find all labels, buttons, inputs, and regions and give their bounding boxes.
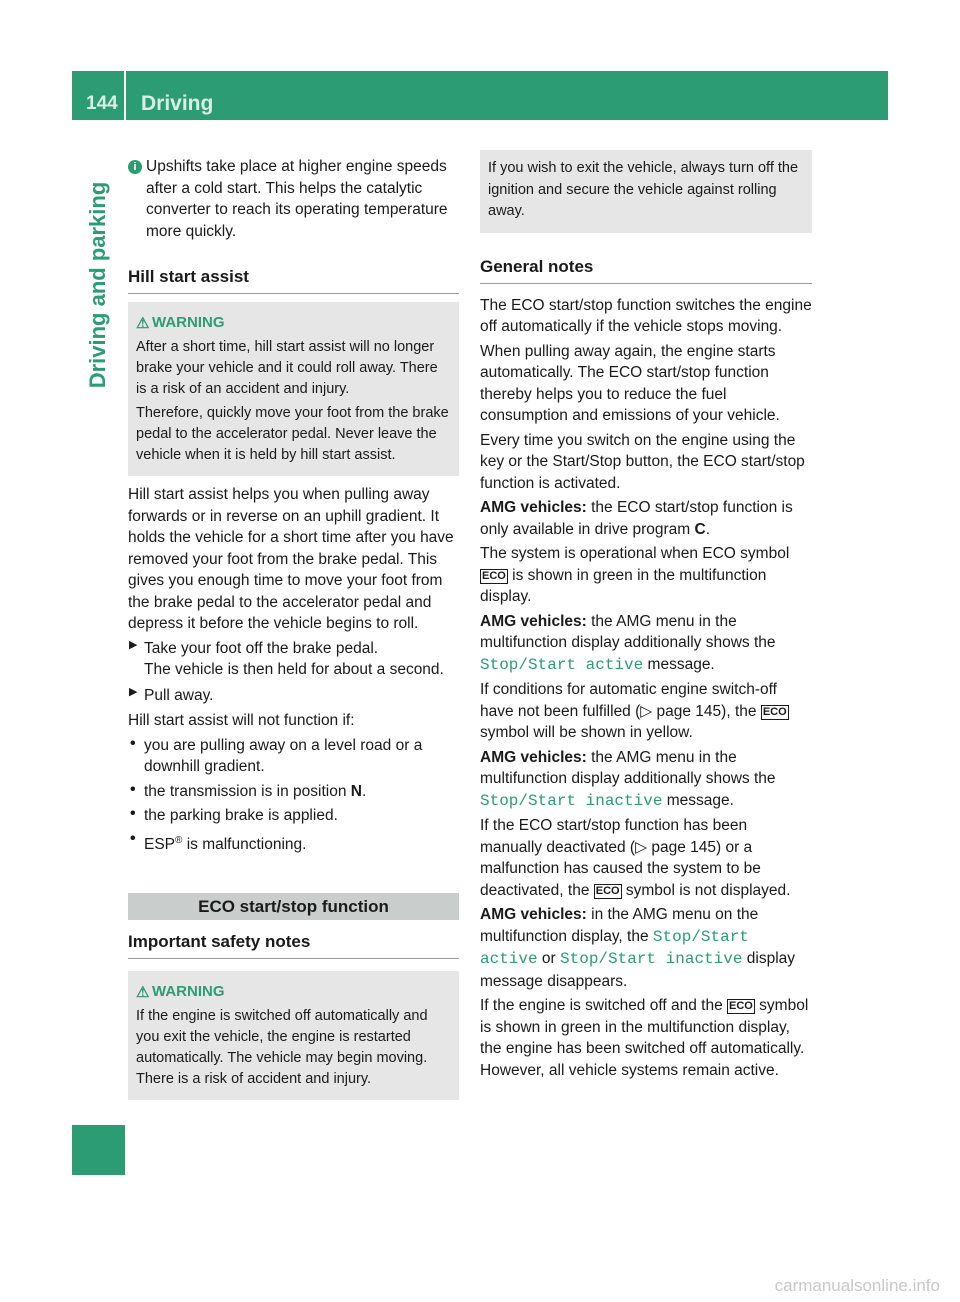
paragraph-part: symbol is not displayed.	[621, 881, 791, 899]
paragraph-part: the AMG menu in the multifunction display additionally shows the	[480, 748, 776, 787]
warning-triangle-icon: ⚠	[136, 984, 150, 1002]
paragraph-part: symbol will be shown in yellow.	[480, 724, 693, 741]
warning-title	[136, 314, 451, 331]
position-label: N	[350, 782, 362, 800]
paragraph-part: display message disappears.	[480, 950, 796, 990]
warning-box-eco	[128, 971, 459, 1100]
warning-title-text: WARNING	[152, 314, 225, 331]
paragraph-part: If the engine is switched off and the	[480, 997, 728, 1014]
paragraph-part: the ECO start/stop function is only available in drive program	[480, 499, 793, 538]
hill-start-heading: Hill start assist	[128, 267, 459, 294]
paragraph	[480, 543, 812, 608]
list-item	[128, 805, 459, 827]
display-message: Stop/Start inactive	[480, 791, 663, 810]
page-ref-arrow-icon: ▷	[635, 838, 652, 856]
display-message: Stop/Start active	[480, 655, 644, 674]
amg-label: AMG vehicles:	[480, 906, 587, 923]
general-notes-heading: General notes	[480, 257, 812, 284]
drive-program-label: C	[694, 520, 706, 538]
not-function-intro: Hill start assist will not function if:	[128, 712, 355, 729]
step-result: The vehicle is then held for about a second.	[144, 661, 444, 678]
header-divider	[124, 71, 126, 120]
paragraph-part: message.	[643, 655, 715, 673]
paragraph-part: or	[537, 950, 561, 967]
list-item-text	[144, 781, 459, 803]
paragraph-part: the AMG menu in the multifunction display additionally shows the	[480, 612, 776, 651]
list-item-text-part: is malfunctioning.	[182, 835, 307, 853]
paragraph	[480, 497, 812, 540]
list-item-text-part: ESP	[144, 835, 176, 853]
step-text: Take your foot off the brake pedal.	[144, 639, 379, 657]
info-icon: i	[128, 160, 142, 174]
page-ref-arrow-icon: ▷	[640, 702, 657, 720]
step-text: Pull away.	[144, 686, 214, 704]
paragraph-part: If the ECO start/stop function has been manually deactivated (	[480, 817, 748, 856]
list-item-text: the parking brake is applied.	[144, 807, 338, 824]
warning-box-hill	[128, 302, 459, 476]
eco-icon: ECO	[762, 705, 787, 718]
paragraph-part: is shown in green in the multifunction display.	[480, 566, 767, 605]
exit-vehicle-note	[480, 150, 812, 233]
page-reference[interactable]: page 145	[656, 702, 722, 720]
hill-start-description: Hill start assist helps you when pulling away forwards or in reverse on an uphill gradient. It holds the vehicle for a short time after you have removed your foot from the brake pedal. This gives you enough time to move your foot from the brake pedal to the accelerator pedal and depress it before the vehicle begins to roll.	[128, 486, 454, 632]
bullet-icon: •	[130, 805, 136, 822]
eco-icon: ECO	[729, 1000, 753, 1012]
amg-label: AMG vehicles:	[480, 499, 587, 516]
paragraph-part: .	[705, 520, 711, 538]
paragraph-part: in the AMG menu on the multifunction display, the	[480, 906, 759, 945]
side-tab	[72, 120, 125, 450]
paragraph	[480, 904, 812, 992]
warning-title	[136, 983, 451, 1000]
page-reference[interactable]: page 145	[651, 838, 716, 856]
step-arrow-icon: ▶	[129, 685, 138, 698]
display-message: Stop/Start inactive	[560, 950, 743, 968]
page-title: Driving	[141, 92, 214, 115]
list-item	[128, 781, 459, 803]
warning-triangle-icon: ⚠	[136, 315, 150, 332]
watermark: carmanualsonline.info	[774, 1276, 940, 1295]
step-arrow-icon: ▶	[129, 638, 138, 651]
eco-icon: ECO	[482, 569, 506, 582]
page-number: 144	[86, 93, 118, 114]
info-note	[128, 156, 459, 242]
exit-vehicle-note-text: If you wish to exit the vehicle, always turn off the ignition and secure the vehicle against rolling away.	[488, 160, 799, 219]
list-item-text: you are pulling away on a level road or a downhill gradient.	[144, 736, 423, 775]
warning-paragraph: After a short time, hill start assist will no longer brake your vehicle and it could roll away. There is a risk of an accident and injury.	[136, 339, 438, 397]
paragraph	[480, 995, 812, 1081]
side-tab-marker	[72, 1125, 125, 1175]
instruction-step	[128, 638, 459, 681]
paragraph-part: If conditions for automatic engine switch-off have not been fulfilled (	[480, 681, 777, 720]
safety-notes-heading: Important safety notes	[128, 932, 459, 959]
paragraph-part: message.	[662, 791, 734, 809]
list-item	[128, 735, 459, 778]
instruction-step	[128, 685, 459, 707]
bullet-icon: •	[130, 734, 136, 752]
paragraph	[480, 679, 812, 744]
warning-paragraph: Therefore, quickly move your foot from the brake pedal to the accelerator pedal. Never leave the vehicle when it is held by hill start assist.	[136, 405, 449, 463]
display-message: Stop/Start active	[480, 927, 749, 968]
bullet-icon: •	[130, 780, 136, 798]
bullet-icon: •	[130, 829, 136, 847]
left-column	[128, 150, 459, 1100]
paragraph: Every time you switch on the engine using the key or the Start/Stop button, the ECO start/stop function is activated.	[480, 431, 805, 492]
list-item-text-part: the transmission is in position	[144, 782, 351, 800]
paragraph: The ECO start/stop function switches the engine off automatically if the vehicle stops moving.	[480, 296, 812, 335]
side-tab-label: Driving and parking	[85, 181, 110, 389]
list-item	[128, 830, 459, 856]
amg-label: AMG vehicles:	[480, 612, 587, 630]
info-note-text: Upshifts take place at higher engine speeds after a cold start. This helps the catalytic converter to reach its operating temperature more quickly.	[146, 158, 448, 240]
paragraph	[480, 611, 812, 677]
eco-section-title: ECO start/stop function	[128, 893, 459, 920]
warning-paragraph: If the engine is switched off automatically and you exit the vehicle, the engine is restarted automatically. The vehicle may begin moving. There is a risk of accident and injury.	[136, 1008, 428, 1088]
paragraph-part: The system is operational when ECO symbol	[480, 545, 790, 562]
paragraph	[480, 815, 812, 901]
eco-icon: ECO	[595, 884, 620, 897]
paragraph	[480, 747, 812, 813]
amg-label: AMG vehicles:	[480, 748, 587, 766]
warning-title-text: WARNING	[152, 983, 225, 1001]
list-item-text	[144, 830, 459, 856]
paragraph-part: ), the	[721, 702, 761, 720]
paragraph: When pulling away again, the engine starts automatically. The ECO start/stop function thereby helps you to reduce the fuel consumption and emissions of your vehicle.	[480, 342, 780, 424]
list-item-text-part: .	[361, 782, 367, 800]
footer	[0, 1270, 960, 1302]
paragraph-part: symbol is shown in green in the multifunction display, the engine has been switched off automatically. However, all vehicle systems remain active.	[480, 997, 809, 1079]
right-column	[480, 150, 812, 1081]
registered-mark: ®	[175, 834, 183, 846]
paragraph-part: ) or a malfunction has caused the system to be deactivated, the	[480, 838, 761, 899]
